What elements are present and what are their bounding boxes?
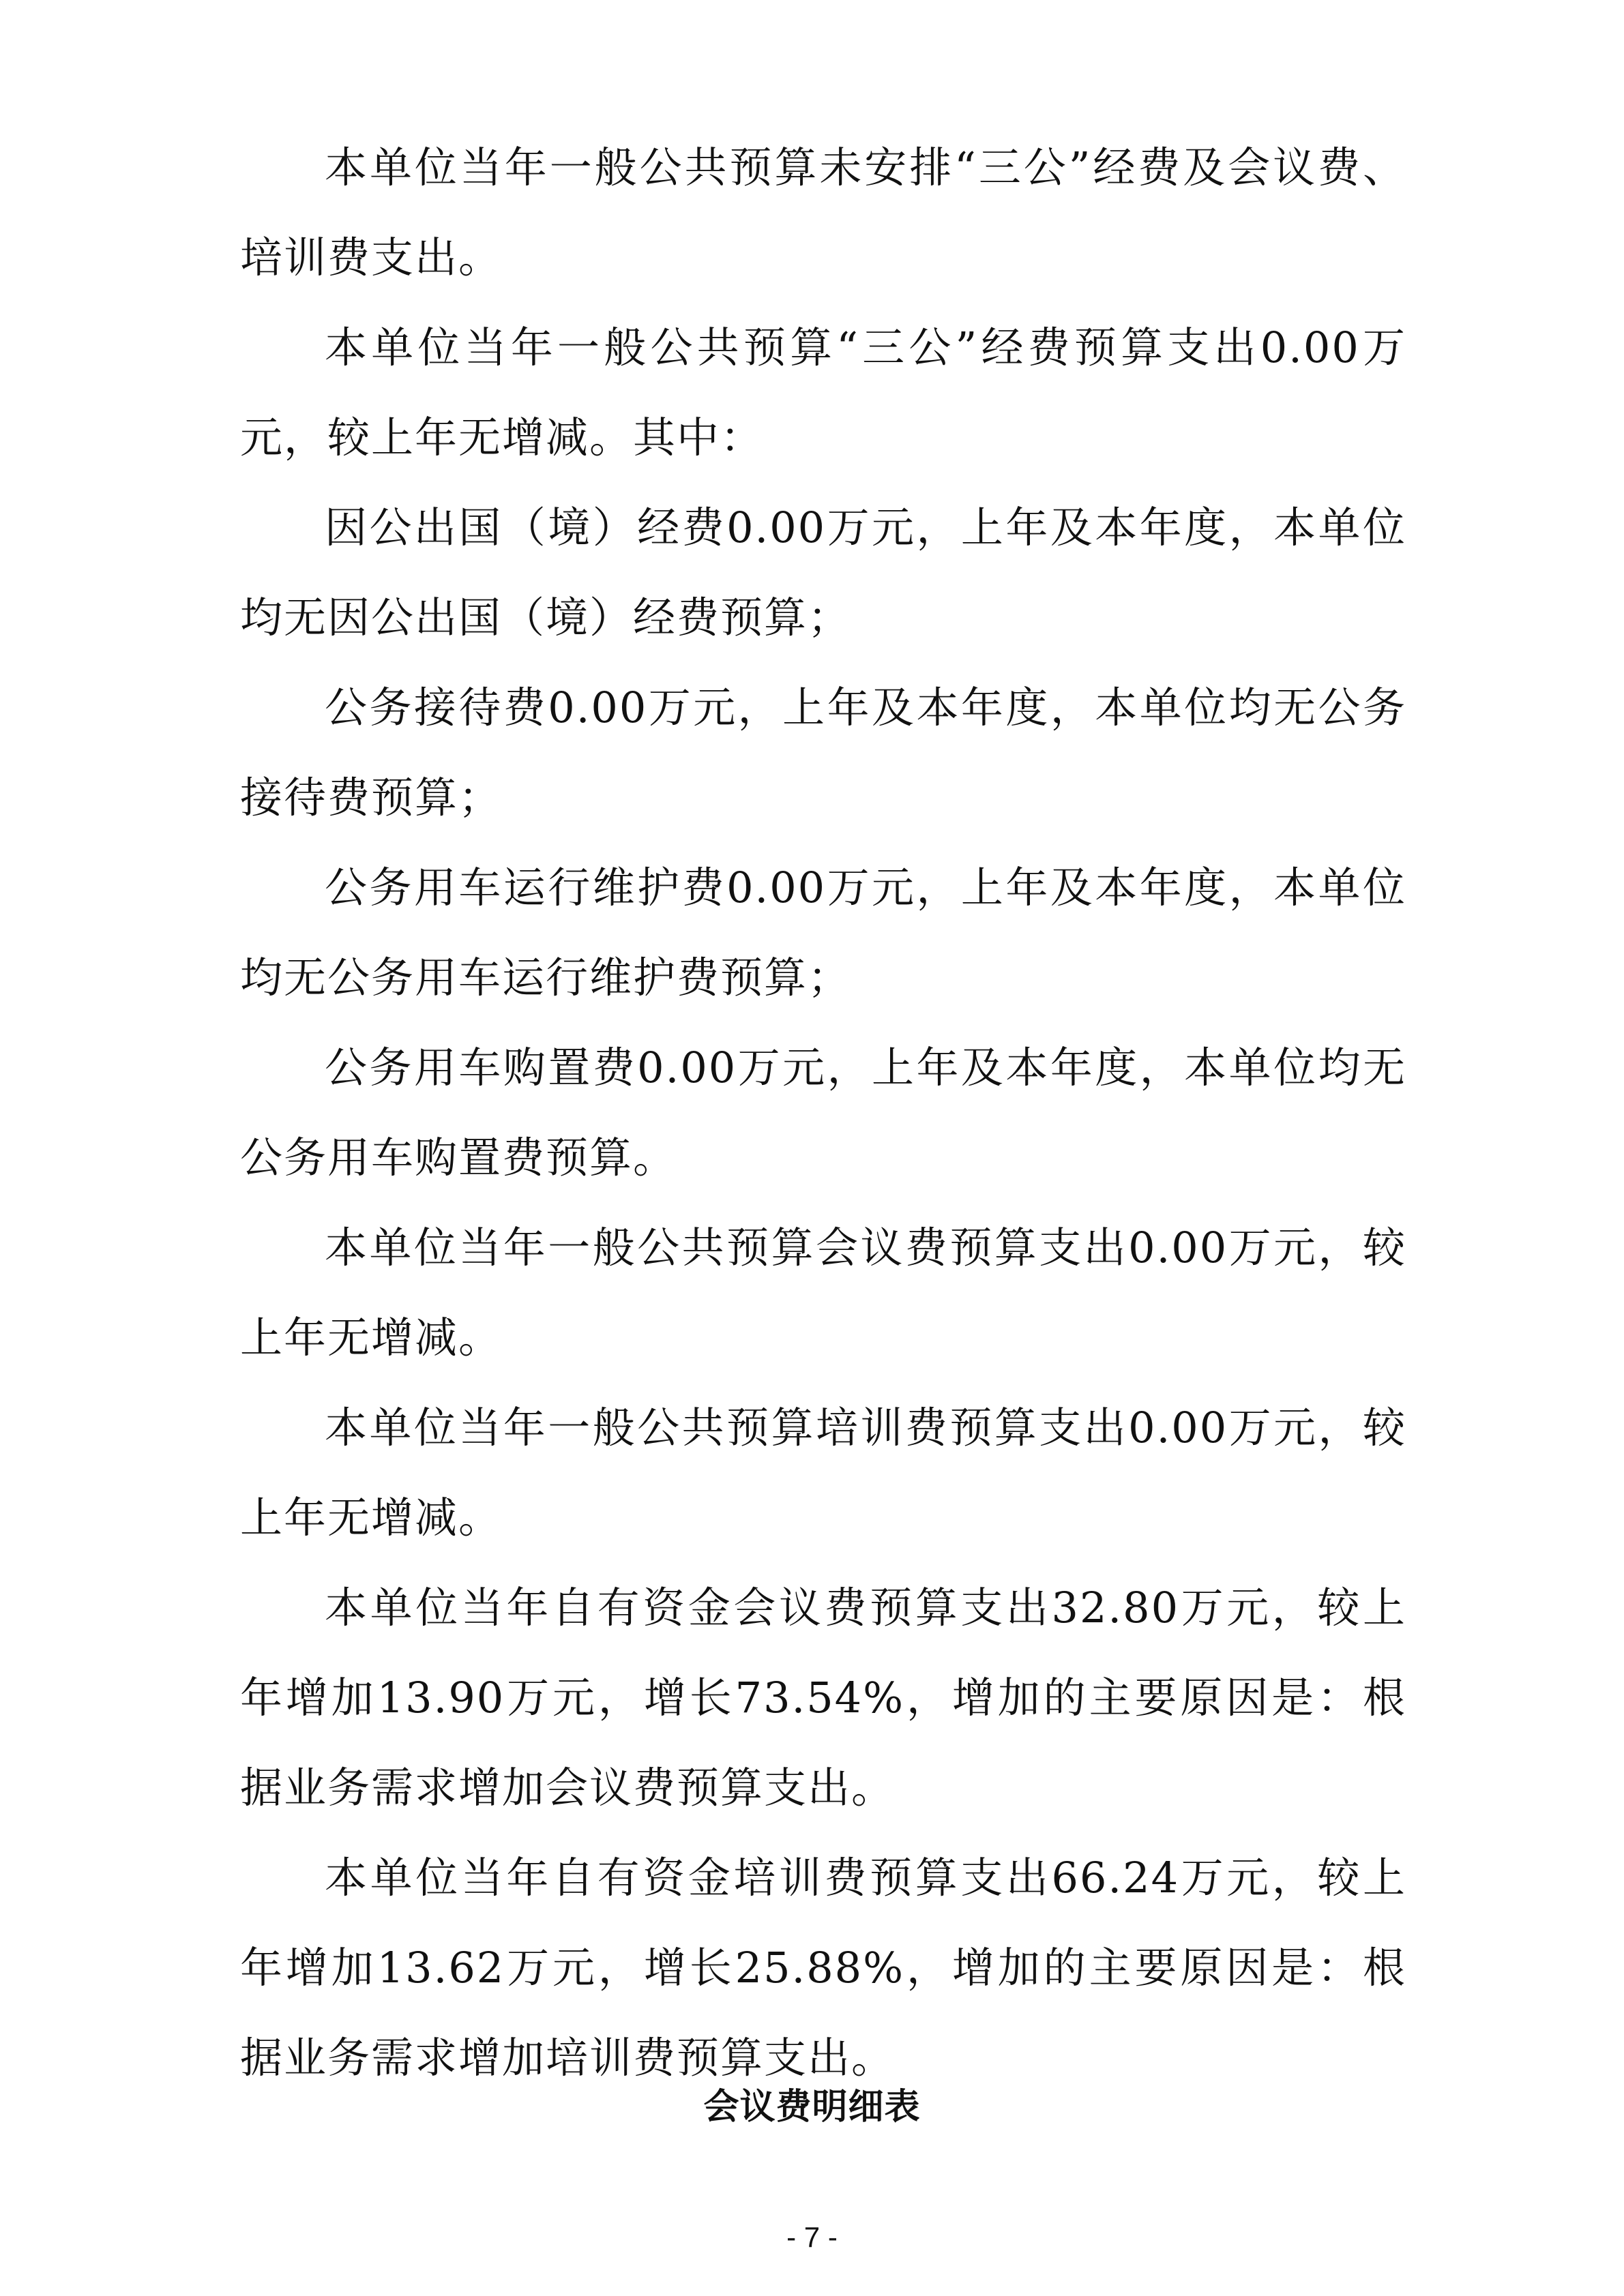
paragraph-public-training-fee: 本单位当年一般公共预算培训费预算支出0.00万元，较上年无增减。	[240, 1403, 1406, 1542]
paragraph-vehicle-maintenance: 公务用车运行维护费0.00万元，上年及本年度，本单位均无公务用车运行维护费预算；	[240, 863, 1406, 1002]
paragraph-public-meeting-fee: 本单位当年一般公共预算会议费预算支出0.00万元，较上年无增减。	[240, 1223, 1406, 1362]
paragraph-vehicle-purchase: 公务用车购置费0.00万元，上年及本年度，本单位均无公务用车购置费预算。	[240, 1043, 1406, 1182]
paragraph-three-public-budget: 本单位当年一般公共预算“三公”经费预算支出0.00万元，较上年无增减。其中：	[240, 323, 1406, 462]
paragraph-own-funds-training-fee: 本单位当年自有资金培训费预算支出66.24万元，较上年增加13.62万元，增长25.88%，增加的主要原因是：根据业务需求增加培训费预算支出。	[240, 1853, 1406, 2083]
paragraph-three-public-summary: 本单位当年一般公共预算未安排“三公”经费及会议费、培训费支出。	[240, 143, 1406, 282]
body-text	[240, 123, 1406, 2103]
table-title: 会议费明细表	[703, 2087, 921, 2128]
paragraph-overseas-travel: 因公出国（境）经费0.00万元，上年及本年度，本单位均无因公出国（境）经费预算；	[240, 503, 1406, 642]
page-number: - 7 -	[786, 2221, 838, 2253]
paragraph-own-funds-meeting-fee: 本单位当年自有资金会议费预算支出32.80万元，较上年增加13.90万元，增长73.54%，增加的主要原因是：根据业务需求增加会议费预算支出。	[240, 1583, 1406, 1813]
paragraph-official-reception: 公务接待费0.00万元，上年及本年度，本单位均无公务接待费预算；	[240, 683, 1406, 822]
